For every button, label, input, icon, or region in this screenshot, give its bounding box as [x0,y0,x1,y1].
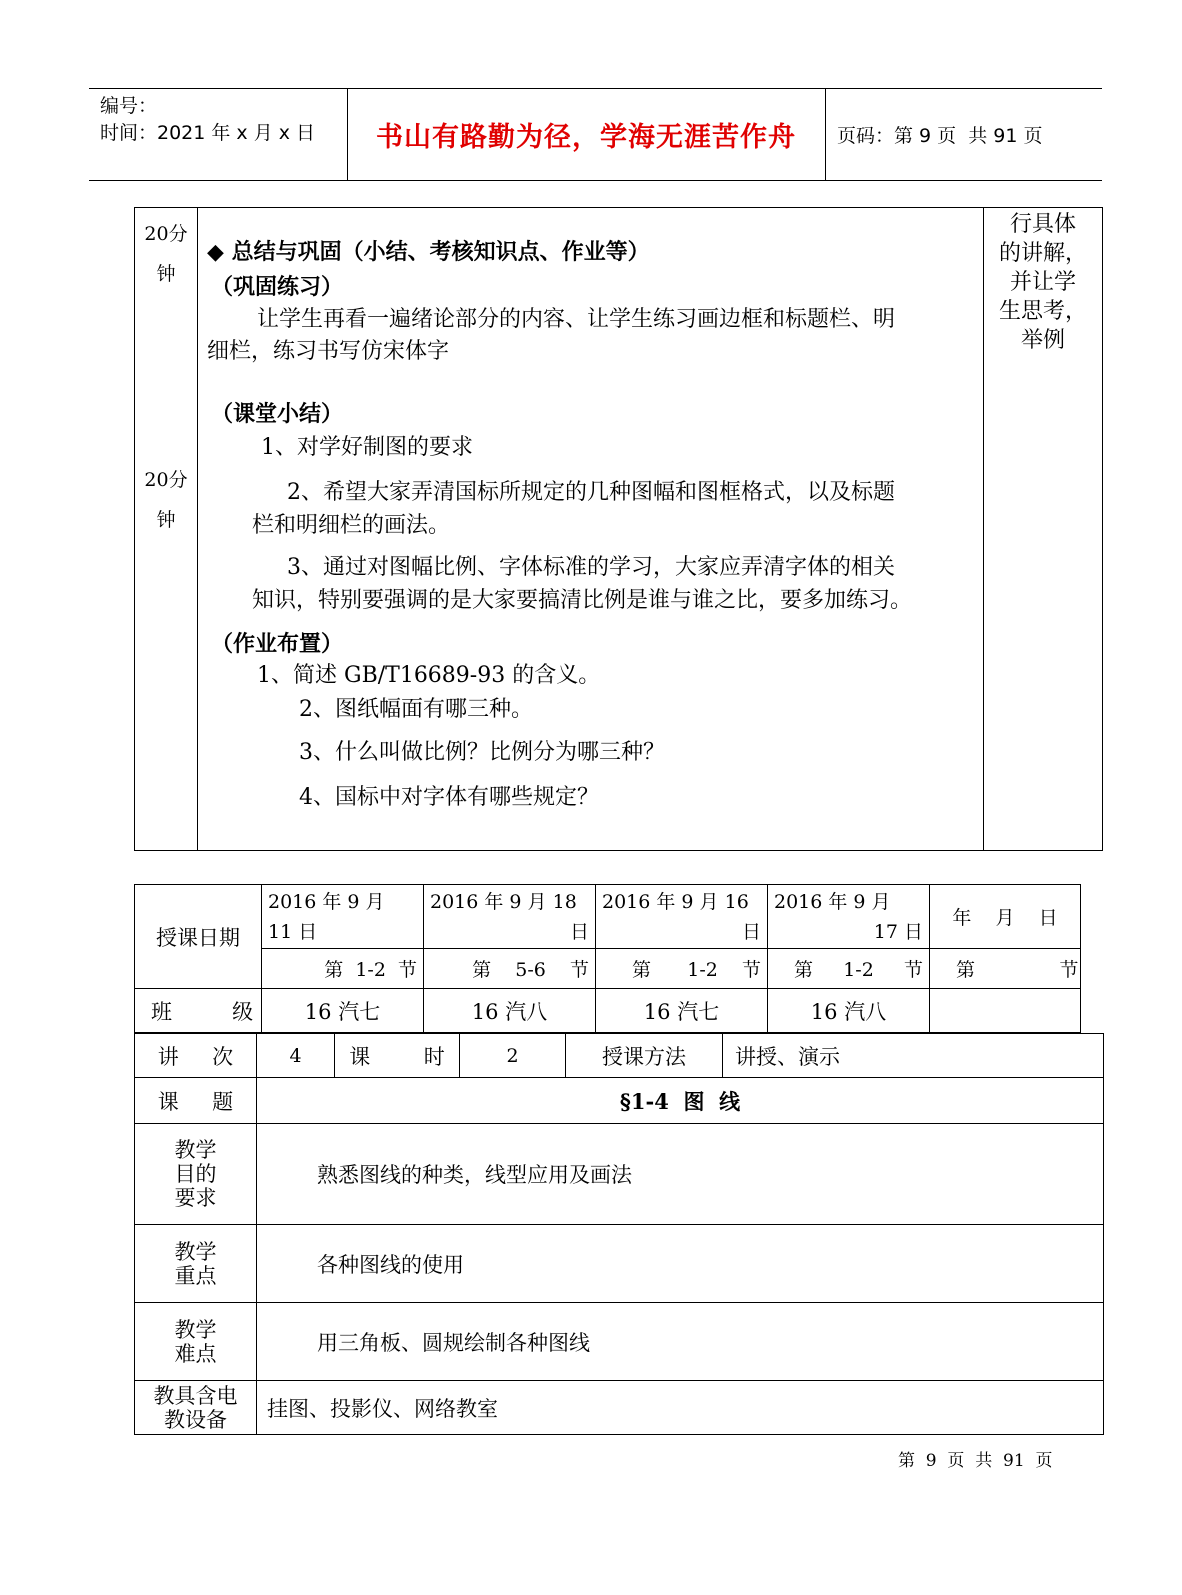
label-line: 教学 [174,1138,217,1162]
note-line: 生思考， [998,299,1087,324]
class-cell: 16 汽八 [768,989,930,1033]
summary-table [134,207,1103,851]
summary-item: 3、通过对图幅比例、字体标准的学习，大家应弄清字体的相关 [287,555,895,580]
date-line: 11 日 [268,920,318,943]
homework-item: 4、国标中对字体有哪些规定？ [299,785,599,810]
serial-label: 编号： [100,95,158,117]
topic-label: 课 题 [135,1078,257,1124]
time-cell [135,460,197,540]
lecture-no-label: 讲 次 [135,1034,257,1078]
time-unit: 钟 [156,509,176,531]
header-page-info: 页码：第 9 页 共 91 页 [837,125,1043,147]
lesson-table [134,1033,1104,1435]
note-line: 的讲解， [998,241,1087,266]
teaching-note [985,210,1101,355]
period-cell: 第 1-2 节 [768,949,930,989]
time-cell [135,214,197,294]
date-cell [262,885,424,949]
class-cell [930,989,1081,1033]
time-label: 时间：2021 年 x 月 x 日 [100,122,316,144]
date-line: 2016 年 9 月 [268,890,385,913]
homework-item: 3、什么叫做比例？比例分为哪三种？ [299,740,665,765]
date-cell [596,885,768,949]
period-cell: 第 5-6 节 [424,949,596,989]
summary-item: 1、对学好制图的要求 [261,435,473,460]
table-row [135,1381,1104,1435]
header-meta [100,93,315,147]
date-cell: 年 月 日 [930,885,1081,949]
label-line: 目的 [174,1162,217,1186]
practice-text: 让学生再看一遍绪论部分的内容、让学生练习画边框和标题栏、明 [257,307,896,332]
date-line: 2016 年 9 月 18 [430,890,577,913]
note-line: 行具体 [1009,212,1076,237]
schedule-table [134,884,1081,1033]
time-value: 20分 [144,469,188,491]
hours-label: 课 时 [335,1034,460,1078]
section-heading: ◆ 总结与巩固（小结、考核知识点、作业等） [207,239,650,265]
summary-item: 知识，特别要强调的是大家要搞清比例是谁与谁之比，要多加练习。 [252,588,913,613]
column-divider [983,208,984,850]
table-row [135,1124,1104,1225]
label-line: 重点 [174,1263,217,1288]
note-line: 并让学 [1009,270,1076,295]
homework-heading: （作业布置） [211,631,344,657]
label-line: 教学 [174,1317,217,1342]
practice-heading: （巩固练习） [211,274,344,300]
date-cell [768,885,930,949]
label-line: 难点 [174,1341,217,1366]
method-label: 授课方法 [566,1034,723,1078]
equipment-label [135,1381,257,1435]
period-cell: 第 1-2 节 [262,949,424,989]
table-row [135,1225,1104,1303]
date-cell [424,885,596,949]
summary-item: 栏和明细栏的画法。 [252,513,451,538]
page-header [89,88,1102,181]
header-divider [825,89,826,180]
page-footer: 第 9 页 共 91 页 [898,1451,1053,1471]
time-value: 20分 [144,223,188,245]
topic-value: §1-4 图 线 [257,1078,1104,1124]
header-motto: 书山有路勤为径，学海无涯苦作舟 [376,122,796,153]
time-unit: 钟 [156,263,176,285]
objective-value: 熟悉图线的种类，线型应用及画法 [257,1124,1104,1225]
label-line: 教具含电 [153,1383,238,1408]
class-cell: 16 汽七 [262,989,424,1033]
lecture-no-value: 4 [257,1034,335,1078]
period-cell: 第 节 [930,949,1081,989]
table-row [135,989,1081,1033]
class-cell: 16 汽八 [424,989,596,1033]
objective-label [135,1124,257,1225]
method-value: 讲授、演示 [723,1034,1104,1078]
homework-item: 2、图纸幅面有哪三种。 [299,697,533,722]
period-cell: 第 1-2 节 [596,949,768,989]
date-line: 2016 年 9 月 16 [602,890,749,913]
table-row [135,1078,1104,1124]
summary-heading: （课堂小结） [211,401,344,427]
hours-value: 2 [460,1034,566,1078]
table-row [135,949,1081,989]
date-line: 日 [741,920,761,943]
equipment-value: 挂图、投影仪、网络教室 [257,1381,1104,1435]
summary-item: 2、希望大家弄清国标所规定的几种图幅和图框格式，以及标题 [287,480,895,505]
key-point-value: 各种图线的使用 [257,1225,1104,1303]
table-row [135,885,1081,949]
date-line: 日 [569,920,589,943]
table-row [135,1303,1104,1381]
label-line: 教学 [174,1239,217,1264]
class-cell: 16 汽七 [596,989,768,1033]
date-label: 授课日期 [135,885,262,989]
note-line: 举例 [1020,328,1065,353]
homework-item: 1、简述 GB/T16689-93 的含义。 [257,663,601,688]
label-line: 要求 [174,1186,217,1210]
key-point-label [135,1225,257,1303]
practice-text: 细栏，练习书写仿宋体字 [207,339,450,364]
label-line: 教设备 [164,1407,227,1432]
difficulty-value: 用三角板、圆规绘制各种图线 [257,1303,1104,1381]
class-label: 班 级 [135,989,262,1033]
date-line: 17 日 [873,920,923,943]
table-row [135,1034,1104,1078]
date-line: 2016 年 9 月 [774,890,891,913]
column-divider [197,208,198,850]
difficulty-label [135,1303,257,1381]
